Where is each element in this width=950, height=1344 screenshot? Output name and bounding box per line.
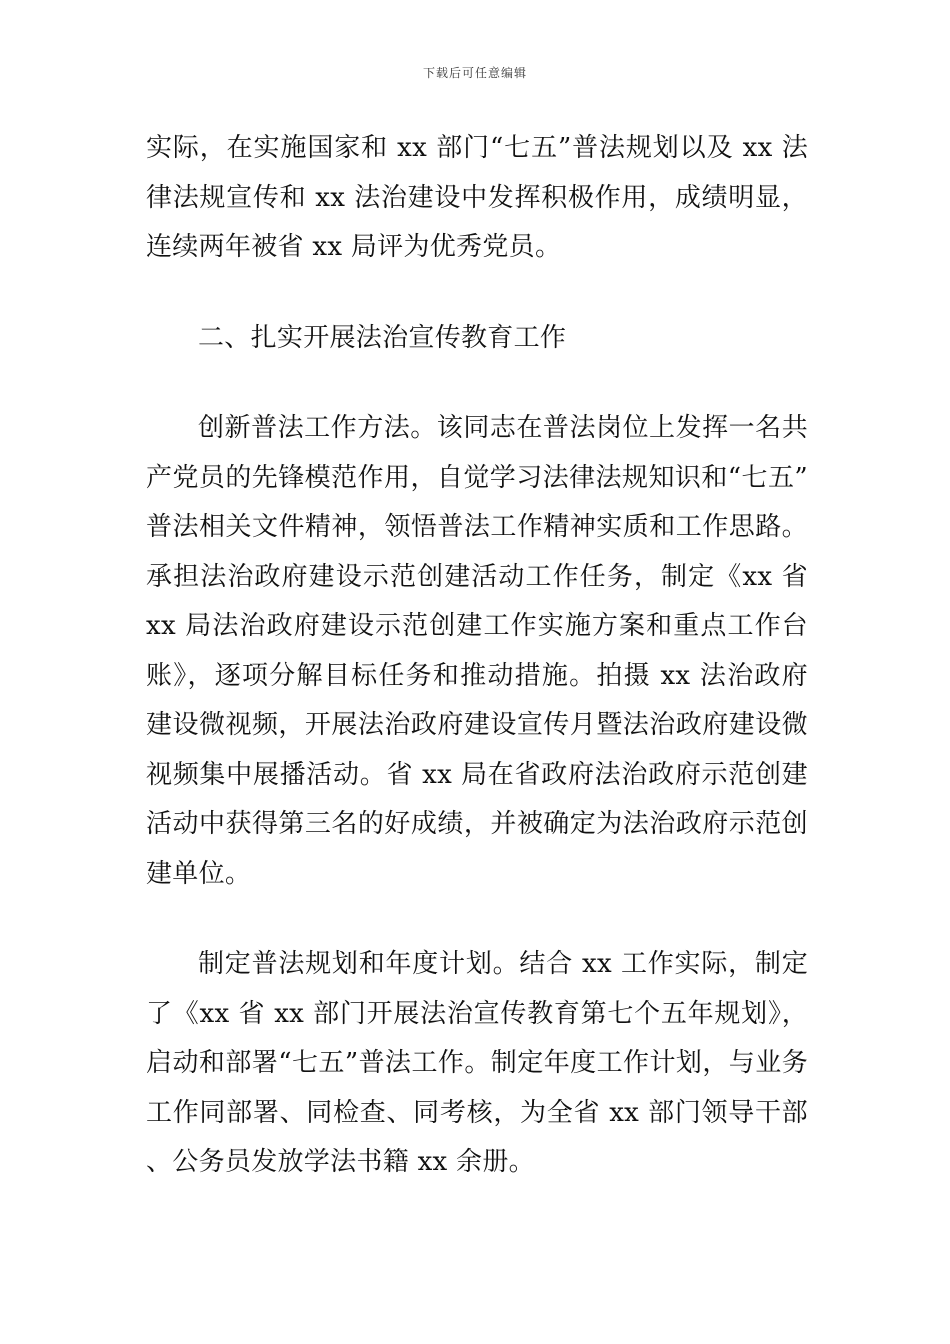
paragraph-gap bbox=[146, 363, 808, 404]
paragraph-planning: 制定普法规划和年度计划。结合 xx 工作实际，制定了《xx 省 xx 部门开展法治宣传教育第七个五年规划》，启动和部署“七五”普法工作。制定年度工作计划，与业务工作同部署、同检查、同考核，为全省 xx 部门领导干部、公务员发放学法书籍 xx 余册。 bbox=[146, 949, 808, 1177]
section-heading: 二、扎实开展法治宣传教育工作 bbox=[198, 322, 567, 353]
page-header: 下载后可任意编辑 bbox=[422, 66, 527, 80]
paragraph-innovation: 创新普法工作方法。该同志在普法岗位上发挥一名共产党员的先锋模范作用，自觉学习法律法规知识和“七五”普法相关文件精神，领悟普法工作精神实质和工作思路。承担法治政府建设示范创建活动工作任务，制定《xx 省 xx 局法治政府建设示范创建工作实施方案和重点工作台账》，逐项分解目标任务和推动措施。拍摄 xx 法治政府建设微视频，开展法治政府建设宣传月暨法治政府建设微视频集中展播活动。省 xx 局在省政府法治政府示范创建活动中获得第三名的好成绩，并被确定为法治政府示范创建单位。 bbox=[146, 413, 808, 889]
paragraph-continuation: 实际，在实施国家和 xx 部门“七五”普法规划以及 xx 法律法规宣传和 xx 法治建设中发挥积极作用，成绩明显，连续两年被省 xx 局评为优秀党员。 bbox=[146, 133, 808, 262]
paragraph-gap bbox=[146, 899, 808, 940]
paragraph-gap bbox=[146, 273, 808, 314]
document-body bbox=[146, 124, 808, 1188]
